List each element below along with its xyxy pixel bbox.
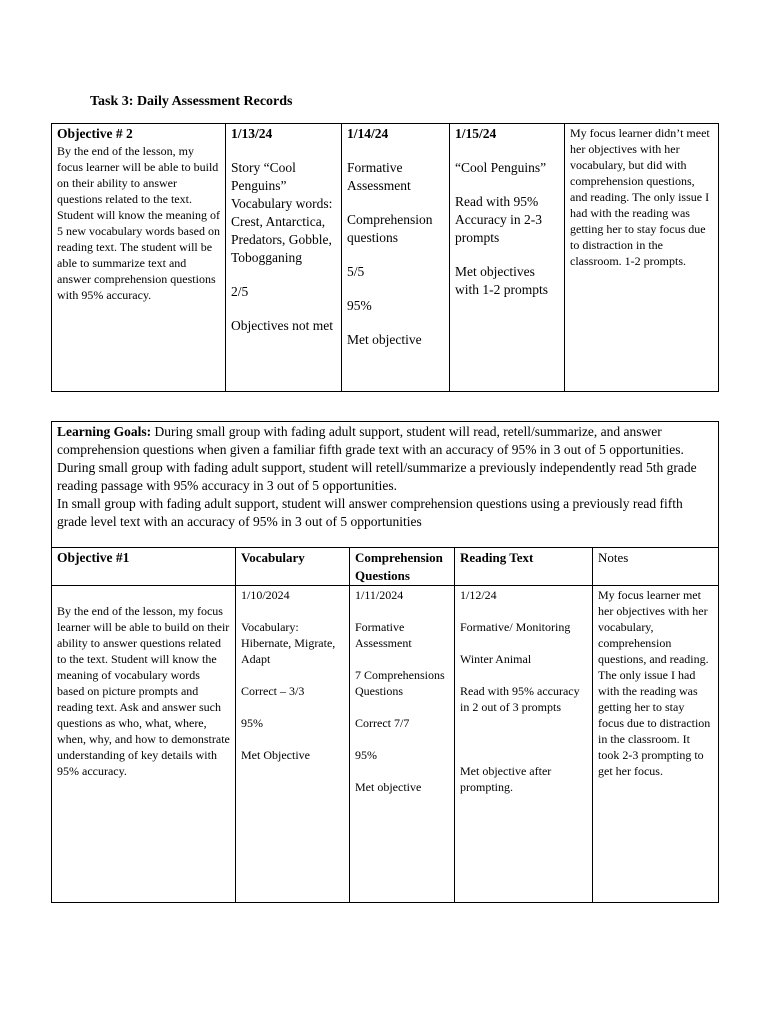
header-reading: Reading Text [455,548,593,586]
objective-cell [52,124,226,392]
vocab-result: Met Objective [241,748,310,762]
header-vocabulary: Vocabulary [236,548,350,586]
notes-text: My focus learner didn’t meet her objectives with her vocabulary, but did with comprehension questions, and reading. The only issue I had with the reading was getting her to stay focus due to distraction in the classroom. 1-2 prompts. [570,126,710,268]
learning-goals-line2: During small group with fading adult support, student will retell/summarize a previously independently read 5th grade reading passage with 95% accuracy in 3 out of 5 opportunities. [57,460,697,493]
day1-vocab: Vocabulary words: Crest, Antarctica, Predators, Gobble, Tobogganing [231,196,333,265]
day3-cell [450,124,565,392]
day2-score: 5/5 [347,264,365,279]
daily-assessment-table [51,123,719,392]
learning-goals-label: Learning Goals: [57,424,152,439]
learning-goals-line1: During small group with fading adult support, student will read, retell/summarize, and answer comprehension questions when given a familiar fifth grade text with an accuracy of 95% in 3 out of 5 opportunities. [57,424,684,457]
day2-percent: 95% [347,298,372,313]
reading-text: Winter Animal [460,652,532,666]
vocab-correct: Correct – 3/3 [241,684,305,698]
vocab-percent: 95% [241,716,263,730]
vocab-cell [236,586,350,903]
day2-date: 1/14/24 [347,126,389,141]
comp-correct: Correct 7/7 [355,716,410,730]
day1-result: Objectives not met [231,318,333,333]
day2-type: Formative Assessment [347,160,411,193]
day1-score: 2/5 [231,284,249,299]
day3-story: “Cool Penguins” [455,160,547,175]
comp-date: 1/11/2024 [355,588,404,602]
comp-count: 7 Comprehensions Questions [355,668,445,698]
day1-cell [226,124,342,392]
day1-story: Story “Cool Penguins” [231,160,296,193]
vocab-words: Vocabulary: Hibernate, Migrate, Adapt [241,620,336,666]
learning-goals-table [51,421,719,903]
comp-cell [350,586,455,903]
day1-date: 1/13/24 [231,126,273,141]
reading-accuracy: Read with 95% accuracy in 2 out of 3 prompts [460,684,580,714]
comp-result: Met objective [355,780,422,794]
header-notes: Notes [593,548,719,586]
notes-cell [565,124,719,392]
objective-heading: Objective # 2 [57,126,133,141]
header-comprehension: Comprehension Questions [350,548,455,586]
notes2-cell [593,586,719,903]
comp-percent: 95% [355,748,377,762]
comp-type: Formative Assessment [355,620,412,650]
reading-date: 1/12/24 [460,588,497,602]
task-title: Task 3: Daily Assessment Records [90,94,293,109]
objective-text: By the end of the lesson, my focus learner will be able to build on their ability to answer questions related to the text. Student will know the meaning of 5 new vocabulary words based on reading text. The student will be able to summarize text and answer comprehension questions with 95% accuracy. [57,144,220,302]
reading-cell [455,586,593,903]
day3-reading: Read with 95% Accuracy in 2-3 prompts [455,194,542,245]
objective1-text: By the end of the lesson, my focus learner will be able to build on their ability to answer questions related to the text. Student will know the meaning of vocabulary words based on picture prompts and reading text. Ask and answer such questions as who, what, where, when, why, and how to demonstrate understanding of key details with 95% accuracy. [57,604,230,778]
notes2-text: My focus learner met her objectives with her vocabulary, comprehension questions, and reading. The only issue I had with the reading was getting her to stay focus due to distraction in the classroom. It took 2-3 prompting to get her focus. [598,588,711,778]
learning-goals-line3: In small group with fading adult support, student will answer comprehension questions using a previously read fifth grade level text with an accuracy of 95% in 3 out of 5 opportunities [57,496,683,529]
day3-result: Met objectives with 1-2 prompts [455,264,548,297]
reading-type: Formative/ Monitoring [460,620,571,634]
day2-result: Met objective [347,332,422,347]
objective1-cell [52,586,236,903]
day3-date: 1/15/24 [455,126,497,141]
vocab-date: 1/10/2024 [241,588,290,602]
header-objective: Objective #1 [52,548,236,586]
day2-questions: Comprehension questions [347,212,433,245]
reading-result: Met objective after prompting. [460,764,552,794]
day2-cell [342,124,450,392]
learning-goals-cell [52,422,719,548]
